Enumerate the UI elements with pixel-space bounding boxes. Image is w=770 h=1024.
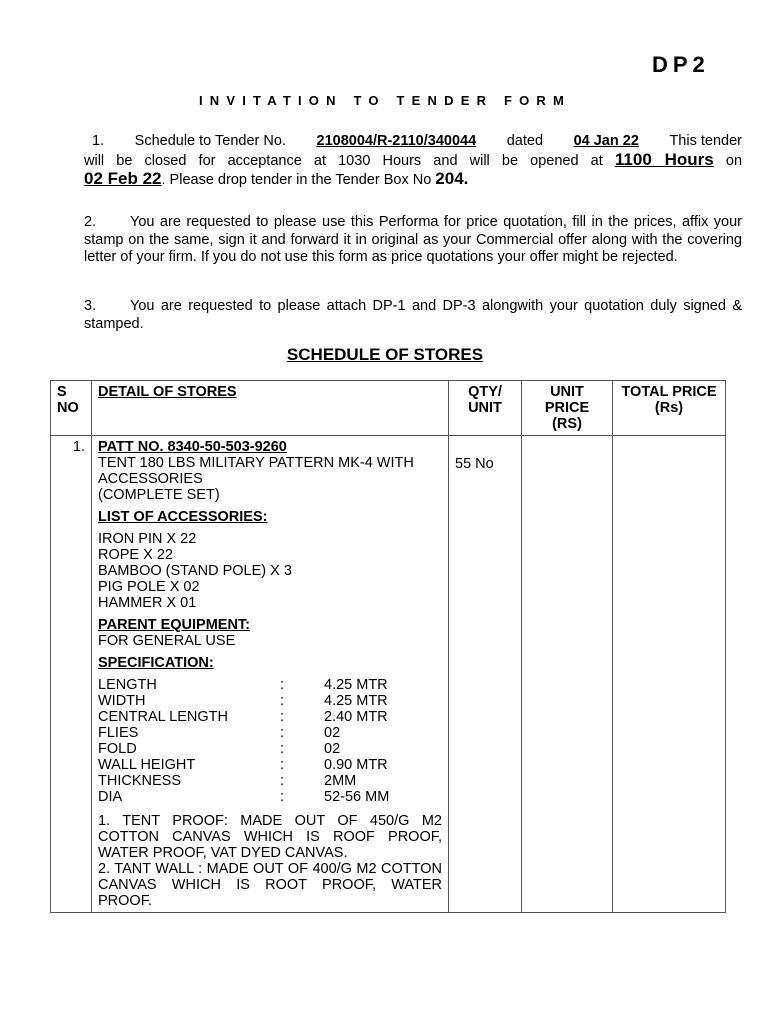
spec-value: 2MM [324, 773, 357, 789]
complete-set: (COMPLETE SET) [98, 487, 220, 503]
parent-equipment-value: FOR GENERAL USE [98, 633, 236, 649]
header-unit-price: UNIT PRICE (RS) [522, 381, 613, 436]
spec-name: FOLD [98, 741, 137, 757]
spec-name: CENTRAL LENGTH [98, 709, 228, 725]
spec-colon: : [280, 725, 285, 741]
spec-colon: : [280, 773, 285, 789]
para-2-number: 2. [84, 214, 97, 230]
closing-text: will be closed for acceptance at 1030 Hours and will be opened at [84, 152, 603, 169]
header-qty: QTY/ UNIT [449, 381, 522, 436]
item-description: TENT 180 LBS MILITARY PATTERN MK-4 WITH ACCESSORIES [98, 455, 414, 487]
spec-row [98, 757, 442, 773]
specification-title: SPECIFICATION: [98, 655, 214, 671]
spec-value: 02 [324, 741, 341, 757]
row-detail [92, 436, 449, 913]
list-item: PIG POLE X 02 [98, 579, 200, 595]
spec-name: FLIES [98, 725, 139, 741]
row-unit-price [522, 436, 613, 913]
paragraph-1 [84, 133, 742, 190]
para-3-text: You are requested to please attach DP-1 and DP-3 alongwith your quotation duly signed & stamped. [84, 298, 742, 332]
paragraph-2 [84, 214, 742, 267]
spec-value: 52-56 MM [324, 789, 390, 805]
schedule-table [50, 380, 726, 913]
spec-colon: : [280, 757, 285, 773]
paragraph-1-line-2 [84, 151, 742, 171]
spec-colon: : [280, 709, 285, 725]
spec-row [98, 773, 442, 789]
paragraph-3 [84, 298, 742, 333]
list-item: ROPE X 22 [98, 547, 173, 563]
closing-date: 02 Feb 22 [84, 169, 162, 188]
spec-row [98, 725, 442, 741]
drop-text: . Please drop tender in the Tender Box No [161, 172, 432, 188]
tender-box-number: 204. [435, 169, 469, 188]
table-header-row [51, 381, 726, 436]
list-item: HAMMER X 01 [98, 595, 197, 611]
spec-row [98, 741, 442, 757]
spec-name: WIDTH [98, 693, 146, 709]
spec-row [98, 789, 442, 805]
schedule-title: SCHEDULE OF STORES [286, 345, 484, 364]
dated-label: dated [506, 133, 544, 149]
para-1-number: 1. [92, 133, 105, 149]
patt-number: PATT NO. 8340-50-503-9260 [98, 439, 287, 455]
note-item: 2. TANT WALL : MADE OUT OF 400/G M2 COTTON CANVAS WHICH IS ROOT PROOF, WATER PROOF. [98, 861, 442, 909]
accessories-title: LIST OF ACCESSORIES: [98, 509, 268, 525]
header-detail-label: DETAIL OF STORES [98, 384, 237, 400]
on-label: on [725, 152, 743, 169]
form-title: INVITATION TO TENDER FORM [198, 93, 572, 108]
spec-value: 2.40 MTR [324, 709, 388, 725]
this-tender-label: This tender [669, 133, 742, 149]
tender-number: 2108004/R-2110/340044 [316, 133, 477, 149]
spec-value: 02 [324, 725, 341, 741]
spec-row [98, 693, 442, 709]
header-sno: S NO [51, 381, 92, 436]
note-item: 1. TENT PROOF: MADE OUT OF 450/G M2 COTTON CANVAS WHICH IS ROOF PROOF, WATER PROOF, VAT DYED CANVAS. [98, 813, 442, 861]
row-total-price [613, 436, 726, 913]
list-item: IRON PIN X 22 [98, 531, 197, 547]
spec-row [98, 709, 442, 725]
row-sno: 1. [51, 436, 92, 913]
spec-row [98, 677, 442, 693]
specification-list [98, 677, 442, 805]
header-detail [92, 381, 449, 436]
spec-colon: : [280, 693, 285, 709]
material-notes [98, 813, 442, 909]
para-3-number: 3. [84, 298, 97, 314]
spec-colon: : [280, 741, 285, 757]
paragraph-1-line-3 [84, 170, 742, 190]
spec-value: 4.25 MTR [324, 677, 388, 693]
spec-name: DIA [98, 789, 123, 805]
table-row [51, 436, 726, 913]
accessories-list [98, 531, 442, 611]
spec-colon: : [280, 677, 285, 693]
spec-name: WALL HEIGHT [98, 757, 196, 773]
header-total-price: TOTAL PRICE (Rs) [613, 381, 726, 436]
spec-value: 4.25 MTR [324, 693, 388, 709]
spec-colon: : [280, 789, 285, 805]
schedule-label: Schedule to Tender No. [134, 133, 286, 149]
tender-date: 04 Jan 22 [573, 133, 639, 149]
row-qty: 55 No [449, 436, 522, 913]
spec-name: THICKNESS [98, 773, 181, 789]
spec-name: LENGTH [98, 677, 157, 693]
para-2-text: You are requested to please use this Performa for price quotation, fill in the prices, affix your stamp on the same, sign it and forward it in original as your Commercial offer along with the covering letter of your firm. If you do not use this form as price quotations your offer might be rejected. [84, 214, 742, 265]
list-item: BAMBOO (STAND POLE) X 3 [98, 563, 292, 579]
parent-equipment-title: PARENT EQUIPMENT: [98, 617, 250, 633]
spec-value: 0.90 MTR [324, 757, 388, 773]
document-code: DP2 [652, 52, 710, 77]
opening-time: 1100 Hours [614, 149, 714, 169]
paragraph-1-line-1 [84, 133, 742, 151]
